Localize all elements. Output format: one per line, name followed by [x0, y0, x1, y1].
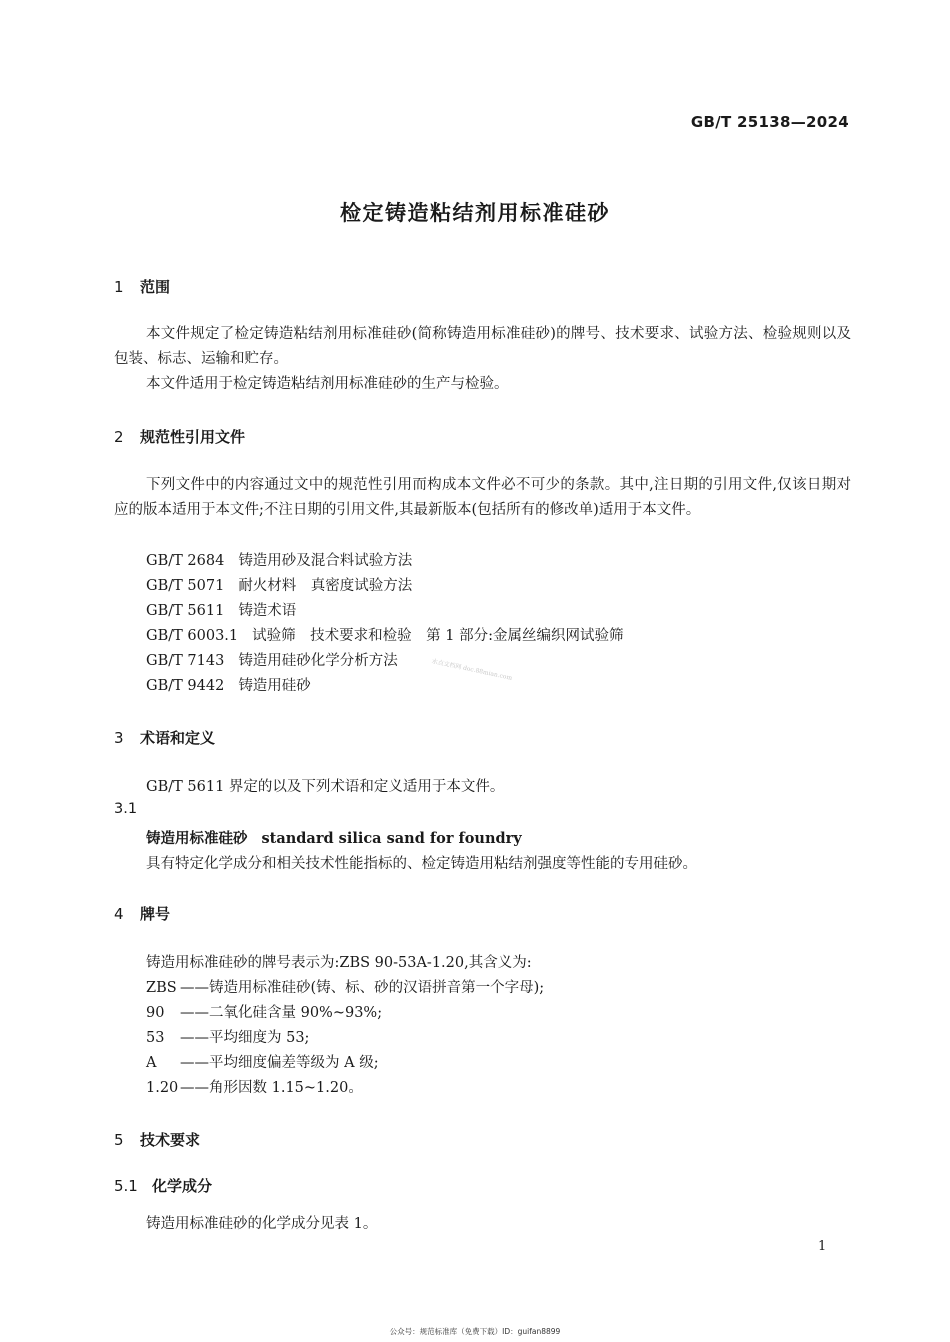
grade-item — [146, 1026, 309, 1047]
term-entry — [146, 827, 522, 848]
section-4-heading — [114, 903, 170, 924]
reference-item — [146, 649, 398, 670]
reference-code: GB/T 9442 — [146, 678, 225, 694]
section-number: 2 — [114, 428, 124, 446]
scope-paragraph-2: 本文件适用于检定铸造粘结剂用标准硅砂的生产与检验。 — [146, 376, 509, 392]
grade-code: A — [146, 1055, 157, 1071]
grade-intro: 铸造用标准硅砂的牌号表示为:ZBS 90-53A-1.20,其含义为: — [146, 955, 532, 971]
subsection-title: 化学成分 — [152, 1177, 213, 1195]
reference-item — [146, 549, 412, 570]
page-number: 1 — [818, 1239, 827, 1254]
section-1-heading — [114, 276, 170, 297]
grade-code: 90 — [146, 1005, 165, 1021]
grade-meaning: ——角形因数 1.15~1.20。 — [180, 1080, 363, 1096]
reference-item — [146, 574, 412, 595]
section-number: 5 — [114, 1131, 124, 1149]
subsection-number: 5.1 — [114, 1177, 138, 1195]
term-definition: 具有特定化学成分和相关技术性能指标的、检定铸造用粘结剂强度等性能的专用硅砂。 — [146, 856, 697, 872]
section-5-heading — [114, 1129, 200, 1150]
document-title: 检定铸造粘结剂用标准硅砂 — [340, 201, 610, 225]
reference-code: GB/T 5611 — [146, 603, 225, 619]
chemical-composition-text: 铸造用标准硅砂的化学成分见表 1。 — [146, 1216, 378, 1232]
grade-meaning: ——平均细度偏差等级为 A 级; — [180, 1055, 379, 1071]
reference-item — [146, 599, 296, 620]
reference-item — [146, 674, 311, 695]
reference-name: 铸造术语 — [238, 603, 297, 619]
watermark: 水点文档网 doc.88mian.com — [431, 657, 513, 682]
section-title: 术语和定义 — [140, 729, 216, 747]
reference-name: 铸造用砂及混合料试验方法 — [238, 553, 413, 569]
reference-code: GB/T 7143 — [146, 653, 225, 669]
grade-meaning: ——二氧化硅含量 90%~93%; — [180, 1005, 383, 1021]
section-3-heading — [114, 727, 215, 748]
scope-paragraph-1: 本文件规定了检定铸造粘结剂用标准硅砂(简称铸造用标准硅砂)的牌号、技术要求、试验方法、检验规则以及包装、标志、运输和贮存。 — [114, 326, 851, 367]
reference-name: 铸造用硅砂化学分析方法 — [238, 653, 398, 669]
section-title: 技术要求 — [140, 1131, 201, 1149]
grade-code: ZBS — [146, 980, 177, 996]
term-number: 3.1 — [114, 801, 138, 817]
grade-meaning: ——平均细度为 53; — [180, 1030, 310, 1046]
reference-name: 试验筛 技术要求和检验 第 1 部分:金属丝编织网试验筛 — [252, 628, 624, 644]
reference-code: GB/T 6003.1 — [146, 628, 239, 644]
grade-item — [146, 1076, 363, 1097]
subsection-5-1-heading — [114, 1175, 212, 1196]
grade-item — [146, 976, 544, 997]
section-title: 范围 — [140, 278, 171, 296]
footer-note: 公众号：规范标准库（免费下载）ID：guifan8899 — [389, 1327, 561, 1336]
grade-item — [146, 1051, 379, 1072]
section-number: 3 — [114, 729, 124, 747]
reference-name: 铸造用硅砂 — [238, 678, 311, 694]
standard-number: GB/T 25138—2024 — [690, 113, 849, 131]
section-title: 牌号 — [140, 905, 171, 923]
grade-code: 1.20 — [146, 1080, 179, 1096]
section-2-heading — [114, 426, 245, 447]
section-number: 4 — [114, 905, 124, 923]
reference-item — [146, 624, 623, 645]
reference-code: GB/T 2684 — [146, 553, 225, 569]
grade-code: 53 — [146, 1030, 165, 1046]
term-english: standard silica sand for foundry — [261, 830, 522, 847]
grade-item — [146, 1001, 382, 1022]
reference-code: GB/T 5071 — [146, 578, 225, 594]
term-chinese: 铸造用标准硅砂 — [146, 831, 248, 847]
terms-intro: GB/T 5611 界定的以及下列术语和定义适用于本文件。 — [146, 779, 505, 795]
section-title: 规范性引用文件 — [140, 428, 246, 446]
references-intro: 下列文件中的内容通过文中的规范性引用而构成本文件必不可少的条款。其中,注日期的引用文件,仅该日期对应的版本适用于本文件;不注日期的引用文件,其最新版本(包括所有的修改单)适用于本文件。 — [114, 477, 851, 518]
grade-meaning: ——铸造用标准硅砂(铸、标、砂的汉语拼音第一个字母); — [180, 980, 545, 996]
section-number: 1 — [114, 278, 124, 296]
reference-name: 耐火材料 真密度试验方法 — [238, 578, 413, 594]
